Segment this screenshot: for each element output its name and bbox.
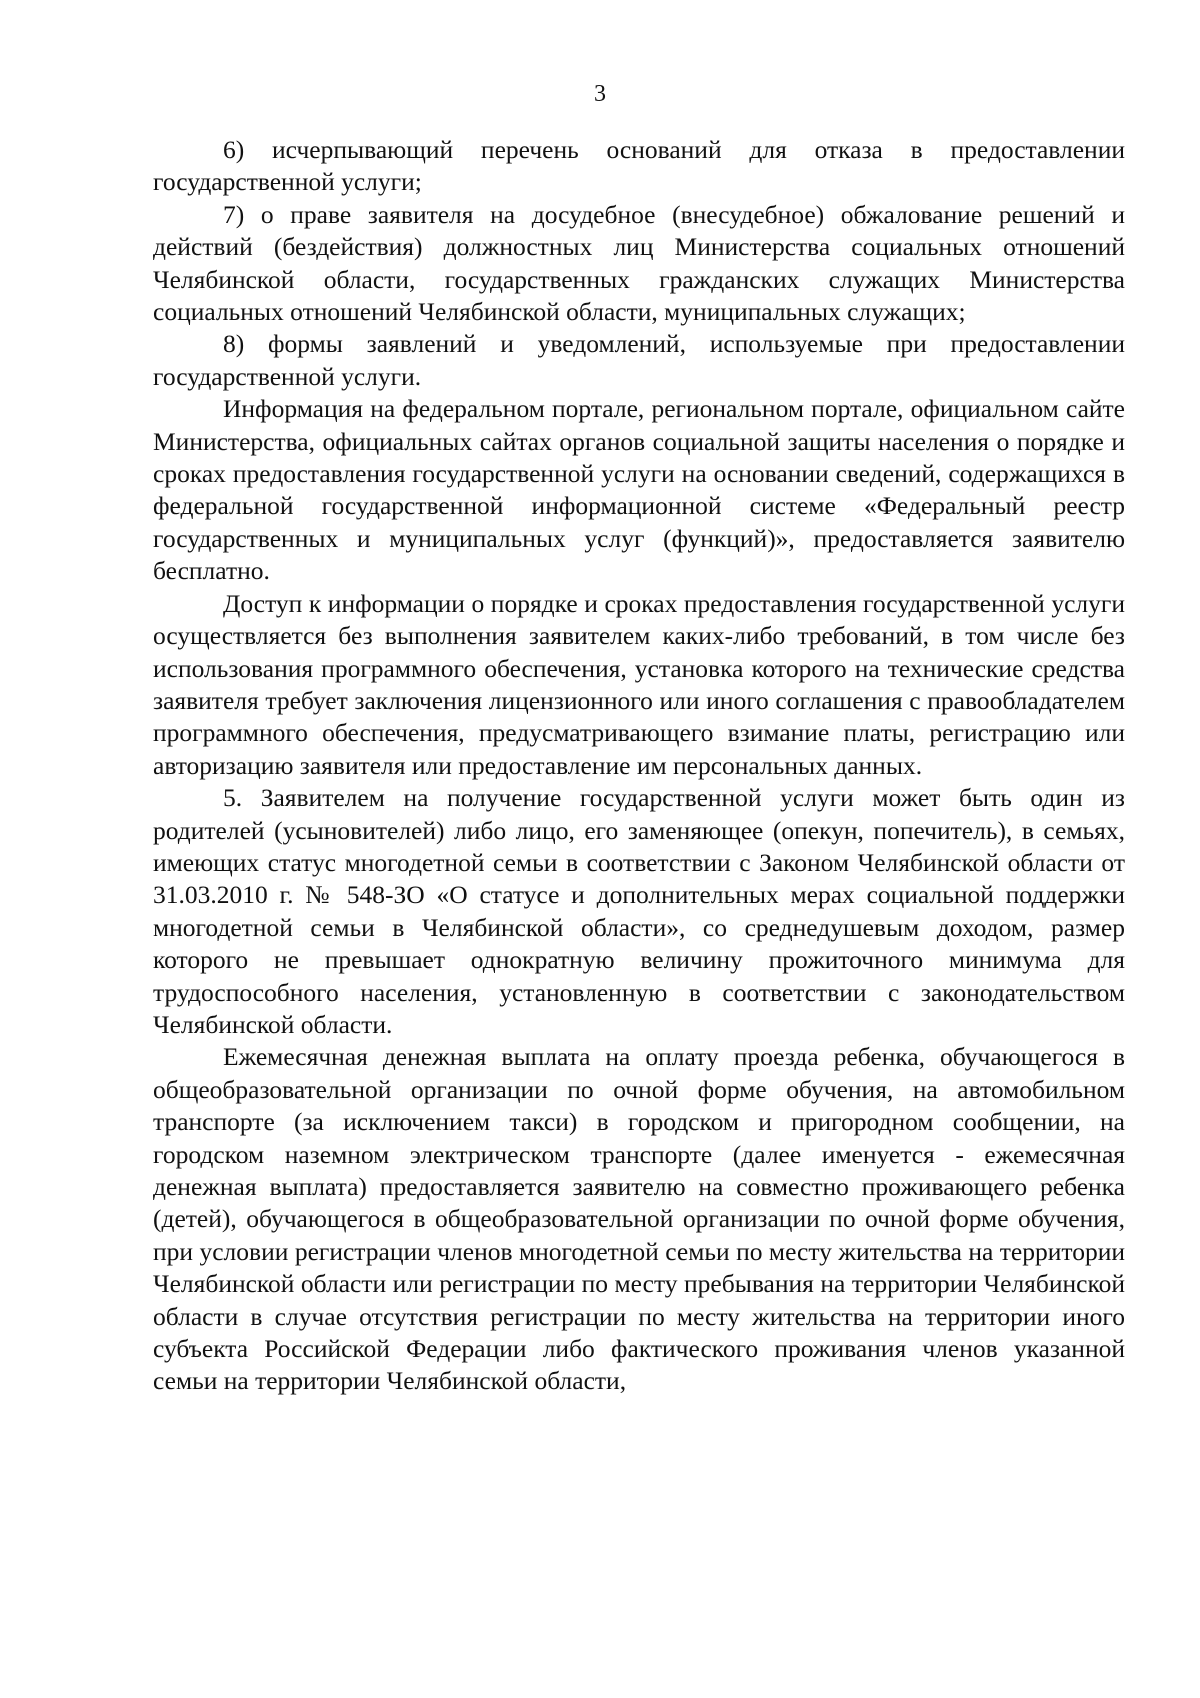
paragraph: Доступ к информации о порядке и сроках предоставления государственной услуги осуществляется без выполнения заявителем каких-либо требований, в том числе без использования программного обеспечения, установка которого на технические средства заявителя требует заключения лицензионного или иного соглашения с правообладателем программного обеспечения, предусматривающего взимание платы, регистрацию или авторизацию заявителя или предоставление им персональных данных.	[153, 588, 1125, 780]
paragraph: Информация на федеральном портале, региональном портале, официальном сайте Министерства, официальных сайтах органов социальной защиты населения о порядке и сроках предоставления государственной услуги на основании сведений, содержащихся в федеральной государственной информационной системе «Федеральный реестр государственных и муниципальных услуг (функций)», предоставляется заявителю бесплатно.	[153, 394, 1125, 586]
paragraph: 7) о праве заявителя на досудебное (внесудебное) обжалование решений и действий (бездействия) должностных лиц Министерства социальных отношений Челябинской области, государственных гражданских служащих Министерства социальных отношений Челябинской области, муниципальных служащих;	[153, 199, 1125, 327]
paragraph: 8) формы заявлений и уведомлений, используемые при предоставлении государственной услуги.	[153, 329, 1125, 391]
paragraph: Ежемесячная денежная выплата на оплату проезда ребенка, обучающегося в общеобразовательной организации по очной форме обучения, на автомобильном транспорте (за исключением такси) в городском и пригородном сообщении, на городском наземном электрическом транспорте (далее именуется - ежемесячная денежная выплата) предоставляется заявителю на совместно проживающего ребенка (детей), обучающегося в общеобразовательной организации по очной форме обучения, при условии регистрации членов многодетной семьи по месту жительства на территории Челябинской области или регистрации по месту пребывания на территории Челябинской области в случае отсутствия регистрации по месту жительства на территории иного субъекта Российской Федерации либо фактического проживания членов указанной семьи на территории Челябинской области,	[153, 1042, 1125, 1396]
page-number: 3	[594, 81, 606, 107]
document-body	[153, 134, 1125, 1398]
paragraph: 5. Заявителем на получение государственной услуги может быть один из родителей (усыновителей) либо лицо, его заменяющее (опекун, попечитель), в семьях, имеющих статус многодетной семьи в соответствии с Законом Челябинской области от 31.03.2010 г. № 548-ЗО «О статусе и дополнительных мерах социальной поддержки многодетной семьи в Челябинской области», со среднедушевым доходом, размер которого не превышает однократную величину прожиточного минимума для трудоспособного населения, установленную в соответствии с законодательством Челябинской области.	[153, 783, 1125, 1039]
paragraph: 6) исчерпывающий перечень оснований для отказа в предоставлении государственной услуги;	[153, 135, 1125, 197]
